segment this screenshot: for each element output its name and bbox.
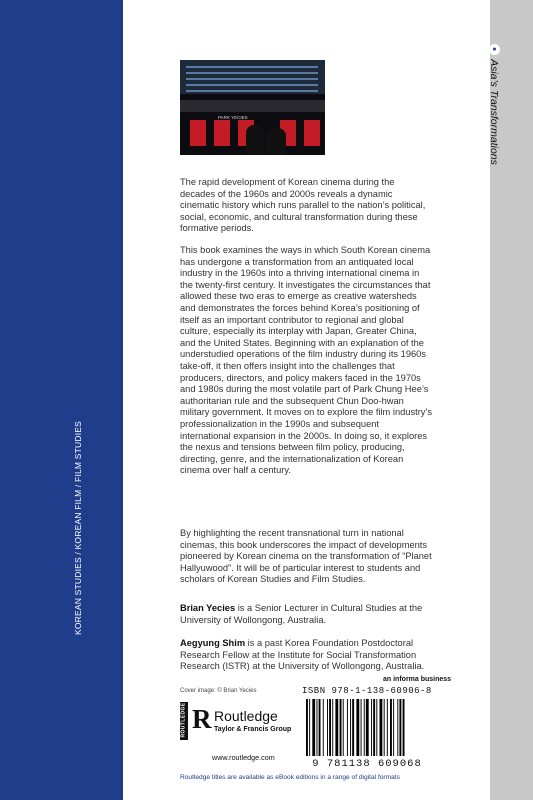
barcode-bar bbox=[366, 699, 369, 756]
series-title: Asia’s Transformations bbox=[488, 59, 500, 165]
barcode-bar bbox=[399, 699, 401, 756]
photo-window bbox=[214, 120, 230, 146]
photo-sign: PARK YECIES bbox=[218, 115, 248, 120]
photo-person bbox=[266, 128, 286, 155]
informa-label: an informa business bbox=[383, 676, 452, 683]
author-name: Brian Yecies bbox=[180, 603, 236, 613]
publisher-name: Routledge bbox=[214, 708, 278, 724]
barcode-bar bbox=[352, 699, 354, 756]
photo-row bbox=[186, 90, 318, 92]
blurb-paragraph-1: The rapid development of Korean cinema during the decades of the 1960s and 2000s reveals a dynamic cinematic history which runs parallel to the nation’s political, social, economic, and cultural transformation during these formative periods. bbox=[180, 177, 426, 234]
cover-photo bbox=[180, 60, 325, 155]
publisher-group: Taylor & Francis Group bbox=[214, 726, 292, 733]
routledge-logo bbox=[180, 702, 300, 747]
author-bio: is a past Korea Foundation Postdoctoral Research Fellow at the Institute for Social Transformation Research (ISTR) at the University of Wollongong, Australia. bbox=[180, 638, 425, 672]
ebook-footer: Routledge titles are available as eBook editions in a range of digital formats bbox=[180, 774, 400, 781]
barcode-bar bbox=[371, 699, 372, 756]
barcode-number: 9 781138 609068 bbox=[312, 758, 422, 770]
photo-person bbox=[246, 125, 264, 155]
barcode-bar bbox=[335, 699, 338, 756]
photo-row bbox=[186, 66, 318, 68]
barcode-bar bbox=[356, 699, 359, 756]
barcode-bar bbox=[364, 699, 365, 756]
author-name: Aegyung Shim bbox=[180, 638, 246, 648]
barcode-bar bbox=[373, 699, 375, 756]
barcode-bar bbox=[361, 699, 362, 756]
photo-row bbox=[186, 84, 318, 86]
author-bio-1 bbox=[180, 603, 432, 626]
barcode-bar bbox=[403, 699, 405, 756]
author-bio-2 bbox=[180, 638, 432, 673]
barcode-bar bbox=[332, 699, 333, 756]
barcode-bar bbox=[393, 699, 394, 756]
barcode-bar bbox=[340, 699, 342, 756]
photo-row bbox=[186, 72, 318, 74]
cover-credit: Cover image: © Brian Yecies bbox=[180, 688, 257, 694]
logo-vertical-text: ROUTLEDGE bbox=[180, 702, 187, 738]
photo-window bbox=[190, 120, 206, 146]
circle-icon: ● bbox=[489, 44, 500, 55]
isbn-label: ISBN 978-1-138-60906-8 bbox=[302, 686, 432, 696]
barcode-bar bbox=[329, 699, 331, 756]
spine-bar bbox=[0, 0, 123, 800]
barcode-bar bbox=[390, 699, 392, 756]
photo-row bbox=[186, 78, 318, 80]
photo-window bbox=[304, 120, 320, 146]
barcode-bar bbox=[347, 699, 348, 756]
publisher-url: www.routledge.com bbox=[212, 753, 275, 762]
barcode-bar bbox=[309, 699, 310, 756]
spine-subject-label: KOREAN STUDIES / KOREAN FILM / FILM STUDIES bbox=[73, 420, 83, 636]
barcode-bar bbox=[376, 699, 377, 756]
barcode-bar bbox=[312, 699, 315, 756]
barcode-bar bbox=[327, 699, 328, 756]
barcode-bar bbox=[384, 699, 385, 756]
blurb-paragraph-2: This book examines the ways in which South Korean cinema has undergone a transformation from an antiquated local industry in the 1960s into a thriving international cinema in the twenty-first century. It investigates the circumstances that allowed these two eras to emerge as creative watersheds and demonstrates the forces behind Korea’s positioning of itself as an important contributor to regional and global culture, especially its interplay with Japan, Greater China, and the United States. Beginning with an explanation of the understudied operations of the film industry during its 1960s take-off, it then offers insight into the challenges that producers, directors, and policy makers faced in the 1970s and 1980s during the most volatile part of Park Chung Hee’s authoritarian rule and the subsequent Chun Doo-hwan military government. It moves on to explore the film industry’s professionalization in the 1990s and subsequent international expansion in the 2000s. In doing so, it explores the nexus and tensions between film policy, producing, directing, genre, and the internationalization of Korean cinema over half a century. bbox=[180, 245, 432, 476]
barcode-bar bbox=[317, 699, 318, 756]
blurb-paragraph-3: By highlighting the recent transnational turn in national cinemas, this book underscores the impact of developments pioneered by Korean cinema on the transformation of “Planet Hallyuwood”. It will be of particular interest to students and scholars of Korean Studies and Film Studies. bbox=[180, 528, 432, 585]
barcode-bar bbox=[387, 699, 388, 756]
photo-ledge bbox=[180, 100, 325, 112]
barcode-bar bbox=[323, 699, 324, 756]
barcode-icon bbox=[302, 697, 432, 758]
barcode-bar bbox=[306, 699, 308, 756]
barcode-bar bbox=[350, 699, 351, 756]
author-bio: is a Senior Lecturer in Cultural Studies at the University of Wollongong, Australia. bbox=[180, 603, 423, 625]
barcode-bar bbox=[380, 699, 383, 756]
barcode-bar bbox=[319, 699, 321, 756]
barcode-bar bbox=[343, 699, 344, 756]
routledge-r-icon: R bbox=[192, 704, 212, 734]
barcode-bar bbox=[397, 699, 398, 756]
